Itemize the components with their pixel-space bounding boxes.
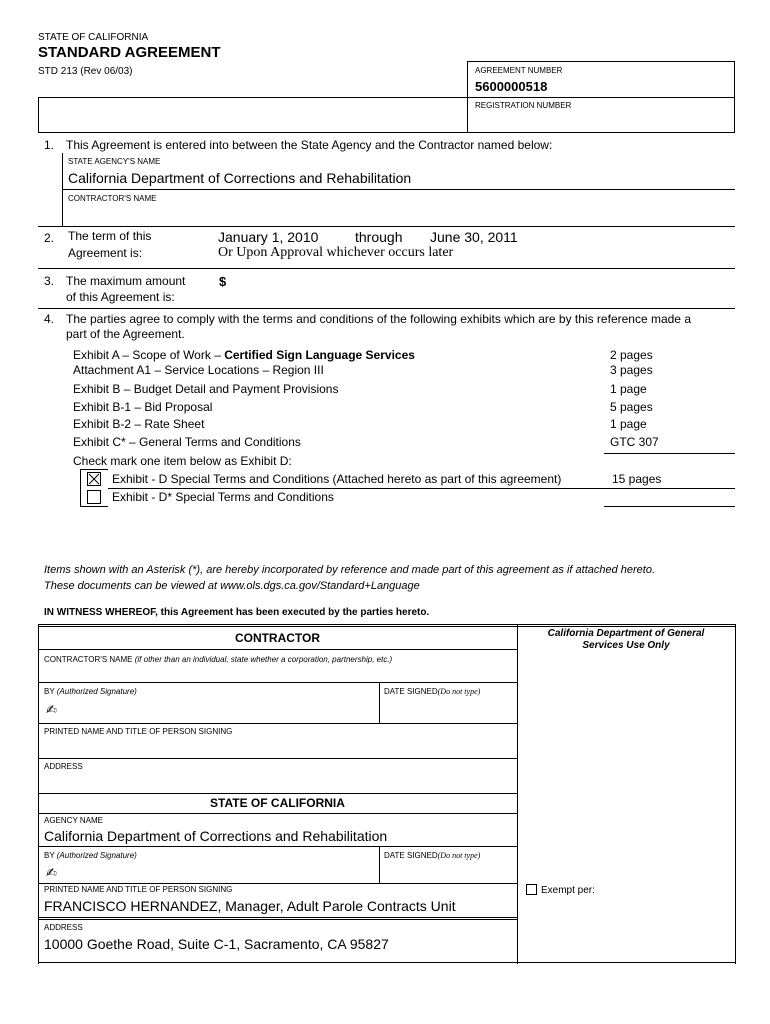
contractor-by-label: BY (Authorized Signature) — [44, 687, 137, 696]
exhibit-d-star-checkbox[interactable] — [87, 490, 101, 504]
state-agency-label: AGENCY NAME — [44, 816, 103, 825]
form-title: STANDARD AGREEMENT — [38, 44, 221, 61]
section-4-number: 4. — [44, 312, 55, 326]
max-amount-line1: The maximum amount — [66, 274, 186, 288]
exhibit-row — [73, 348, 415, 362]
state-by-hint: (Authorized Signature) — [56, 851, 137, 860]
max-amount-line2: of this Agreement is: — [66, 290, 175, 304]
exhibit-title: Exhibit A – Scope of Work – — [73, 348, 225, 362]
term-alternate: Or Upon Approval whichever occurs later — [218, 245, 454, 260]
exhibit-pages: 3 pages — [610, 363, 653, 377]
exhibit-d-pages: 15 pages — [612, 472, 662, 486]
contractor-printed-name-label: PRINTED NAME AND TITLE OF PERSON SIGNING — [44, 727, 233, 736]
section-2-number: 2. — [44, 231, 55, 245]
state-address-label: ADDRESS — [44, 923, 83, 932]
state-date-label: DATE SIGNED(Do not type) — [384, 851, 481, 860]
exhibit-d-checkbox[interactable] — [87, 472, 101, 486]
exhibit-pages: GTC 307 — [610, 435, 659, 449]
exhibit-pages: 1 page — [610, 382, 647, 396]
state-printed-name-label: PRINTED NAME AND TITLE OF PERSON SIGNING — [44, 885, 233, 894]
term-through: through — [355, 229, 403, 245]
dgs-use-label-line1: California Department of General — [547, 628, 705, 639]
section-4-line2: part of the Agreement. — [66, 327, 185, 341]
section-4-line1: The parties agree to comply with the terms and conditions of the following exhibits which are by this reference made a — [66, 312, 691, 326]
agency-name-label: STATE AGENCY'S NAME — [68, 157, 161, 166]
contractor-date-hint: (Do not type) — [437, 687, 481, 696]
exhibit-title-bold: Certified Sign Language Services — [224, 348, 415, 362]
term-start-date[interactable]: January 1, 2010 — [218, 229, 319, 245]
exhibit-pages: 1 page — [610, 417, 647, 431]
contractor-name-label: CONTRACTOR'S NAME — [68, 194, 157, 203]
state-address[interactable]: 10000 Goethe Road, Suite C-1, Sacramento, CA 95827 — [44, 936, 389, 952]
term-label-line1: The term of this — [68, 229, 152, 243]
checked-x-icon — [88, 473, 100, 485]
contractor-name-field-label: CONTRACTOR'S NAME (if other than an individual, state whether a corporation, partnership, etc.) — [44, 655, 393, 664]
contractor-name-hint: (if other than an individual, state whether a corporation, partnership, etc.) — [134, 655, 393, 664]
exhibit-d-star-option-label: Exhibit - D* Special Terms and Conditions — [112, 490, 334, 504]
state-section-title: STATE OF CALIFORNIA — [210, 796, 345, 810]
state-printed-name[interactable]: FRANCISCO HERNANDEZ, Manager, Adult Parole Contracts Unit — [44, 898, 456, 914]
exhibit-pages: 5 pages — [610, 400, 653, 414]
checkmark-prompt: Check mark one item below as Exhibit D: — [73, 454, 292, 468]
pen-signature-icon[interactable]: ✍ — [46, 703, 57, 718]
agency-name[interactable]: California Department of Corrections and Rehabilitation — [68, 170, 412, 186]
exhibit-title: Exhibit C* – General Terms and Conditions — [73, 435, 301, 449]
exhibit-pages: 2 pages — [610, 348, 653, 362]
state-date-hint: (Do not type) — [437, 851, 481, 860]
state-label: STATE OF CALIFORNIA — [38, 32, 149, 43]
section-3-number: 3. — [44, 274, 55, 288]
contractor-address-label: ADDRESS — [44, 762, 83, 771]
term-end-date[interactable]: June 30, 2011 — [430, 229, 518, 245]
exhibit-title: Exhibit B – Budget Detail and Payment Provisions — [73, 382, 339, 396]
contractor-date-label: DATE SIGNED(Do not type) — [384, 687, 481, 696]
agreement-number[interactable]: 5600000518 — [475, 79, 548, 94]
exhibit-d-option-label: Exhibit - D Special Terms and Conditions (Attached hereto as part of this agreement) — [112, 472, 562, 486]
term-label-line2: Agreement is: — [68, 246, 143, 260]
exempt-label: Exempt per: — [541, 885, 595, 896]
section-1-text: This Agreement is entered into between the State Agency and the Contractor named below: — [66, 138, 553, 152]
form-id: STD 213 (Rev 06/03) — [38, 66, 133, 77]
exempt-checkbox[interactable] — [526, 884, 537, 895]
pen-signature-icon[interactable]: ✍ — [46, 866, 57, 881]
contractor-by-hint: (Authorized Signature) — [56, 687, 137, 696]
standard-language-url[interactable]: These documents can be viewed at www.ols.dgs.ca.gov/Standard+Language — [44, 580, 420, 592]
witness-statement: IN WITNESS WHEREOF, this Agreement has been executed by the parties hereto. — [44, 607, 430, 618]
exhibit-title: Exhibit B-1 – Bid Proposal — [73, 400, 213, 414]
dgs-use-label-line2: Services Use Only — [582, 640, 670, 651]
max-amount-value[interactable]: $ — [219, 274, 227, 289]
agreement-number-label: AGREEMENT NUMBER — [475, 66, 563, 75]
contractor-section-title: CONTRACTOR — [234, 631, 321, 645]
state-agency-name[interactable]: California Department of Corrections and Rehabilitation — [44, 828, 388, 844]
registration-number-label: REGISTRATION NUMBER — [475, 101, 572, 110]
exhibit-title: Exhibit B-2 – Rate Sheet — [73, 417, 205, 431]
section-1-number: 1. — [44, 138, 55, 152]
asterisk-note: Items shown with an Asterisk (*), are hereby incorporated by reference and made part of this agreement as if attached hereto. — [44, 564, 656, 576]
state-by-label: BY (Authorized Signature) — [44, 851, 137, 860]
exhibit-title: Attachment A1 – Service Locations – Region III — [73, 363, 324, 377]
